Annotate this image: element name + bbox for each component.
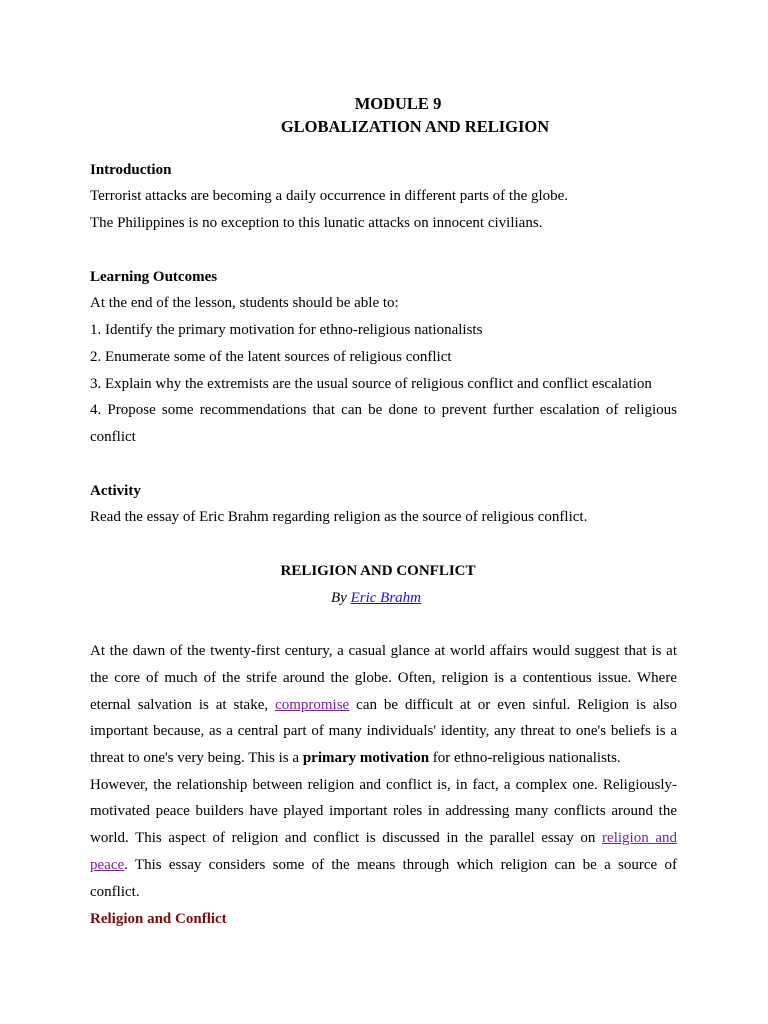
essay-p2-line-1: However, the relationship between religion and conflict is, in fact, a complex one. Religiously-	[90, 777, 677, 793]
religion-and-conflict-subheading: Religion and Conflict	[90, 911, 227, 927]
essay-p1-line-5-pre: threat to one's very being. This is a	[90, 750, 303, 766]
module-title: GLOBALIZATION AND RELIGION	[280, 117, 550, 136]
essay-p2-line-3	[90, 829, 677, 847]
religion-and-peace-link-part-2[interactable]: peace	[90, 857, 125, 873]
essay-p1-line-4: important because, as a central part of many individuals' identity, any threat to one's beliefs is a	[90, 723, 677, 739]
primary-motivation-text: primary motivation	[302, 750, 430, 766]
activity-heading: Activity	[90, 483, 141, 499]
byline-prefix: By	[331, 590, 351, 606]
outcome-item-3: 3. Explain why the extremists are the usual source of religious conflict and conflict escalation	[90, 376, 652, 392]
introduction-line-1: Terrorist attacks are becoming a daily occurrence in different parts of the globe.	[90, 188, 569, 204]
introduction-heading: Introduction	[90, 162, 172, 178]
compromise-link[interactable]: compromise	[275, 697, 350, 713]
essay-p1-line-3-pre: eternal salvation is at stake,	[90, 697, 276, 713]
essay-p1-line-5-post: for ethno-religious nationalists.	[429, 750, 621, 766]
essay-byline	[0, 588, 760, 608]
essay-title: RELIGION AND CONFLICT	[280, 563, 476, 579]
module-number: MODULE 9	[354, 94, 442, 113]
outcome-item-4-continued: conflict	[90, 429, 136, 445]
author-link[interactable]: Eric Brahm	[350, 590, 421, 606]
outcome-item-1: 1. Identify the primary motivation for ethno-religious nationalists	[90, 322, 483, 338]
essay-p2-line-3-pre: world. This aspect of religion and conflict is discussed in the parallel essay on	[90, 830, 603, 846]
essay-p1-line-5	[90, 749, 677, 767]
essay-p1-line-3	[90, 696, 677, 714]
introduction-line-2: The Philippines is no exception to this lunatic attacks on innocent civilians.	[90, 215, 543, 231]
essay-p2-line-2: motivated peace builders have played important roles in addressing many conflicts around the	[90, 803, 677, 819]
religion-and-peace-link-part-1[interactable]: religion and	[602, 830, 677, 846]
essay-p2-line-4	[90, 856, 677, 874]
learning-outcomes-intro: At the end of the lesson, students should be able to:	[90, 295, 399, 311]
essay-p1-line-2: the core of much of the strife around the globe. Often, religion is a contentious issue. Where	[90, 670, 677, 686]
essay-p1-line-1: At the dawn of the twenty-first century, a casual glance at world affairs would suggest that is at	[90, 643, 677, 659]
outcome-item-4: 4. Propose some recommendations that can be done to prevent further escalation of religious	[90, 402, 677, 418]
learning-outcomes-heading: Learning Outcomes	[90, 269, 218, 285]
essay-p2-line-5: conflict.	[90, 884, 140, 900]
outcome-item-2: 2. Enumerate some of the latent sources of religious conflict	[90, 349, 452, 365]
activity-text: Read the essay of Eric Brahm regarding religion as the source of religious conflict.	[90, 509, 588, 525]
essay-p1-line-3-post: can be difficult at or even sinful. Religion is also	[349, 697, 678, 713]
essay-p2-line-4-post: . This essay considers some of the means through which religion can be a source of	[124, 857, 677, 873]
